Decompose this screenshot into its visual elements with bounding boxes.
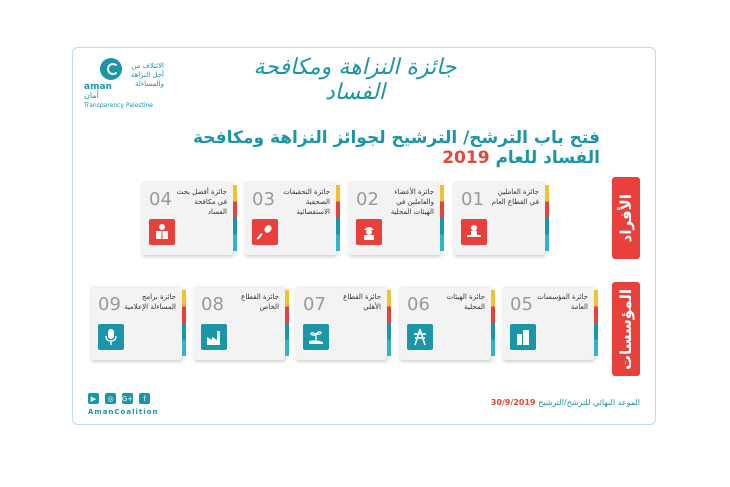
- award-card-04[interactable]: [141, 181, 233, 255]
- group-label-individuals: الأفراد: [612, 177, 640, 259]
- card-title: جائزة التحقيقات الصحفية الاستقصائية: [283, 188, 330, 216]
- logo-brand-en: aman: [84, 82, 112, 92]
- card-title: جائزة الأعضاء والعاملين في الهيئات المحلية: [390, 188, 434, 216]
- logo-brand-ar: أمان: [84, 91, 99, 100]
- studio-mic-icon: [98, 324, 124, 350]
- card-number: 03: [252, 189, 275, 210]
- card-number: 02: [356, 189, 379, 210]
- card-number: 04: [149, 189, 172, 210]
- card-title: جائزة العاملين في القطاع العام: [491, 188, 539, 206]
- card-title: جائزة أفضل بحث في مكافحة الفساد: [176, 188, 227, 216]
- card-number: 07: [303, 294, 326, 315]
- card-title: جائزة المؤسسات العامة: [537, 293, 588, 311]
- social-links: [88, 393, 150, 404]
- instagram-icon[interactable]: ◎: [105, 393, 116, 404]
- headline-year: 2019: [442, 148, 490, 168]
- group-label-institutions: المؤسسات: [612, 282, 640, 376]
- card-number: 05: [510, 294, 533, 315]
- headline-text: فتح باب الترشح/ الترشيح لجوائز النزاهة ومكافحة الفساد للعام: [192, 128, 600, 168]
- factory-icon: [201, 324, 227, 350]
- youtube-icon[interactable]: ▶: [88, 393, 99, 404]
- card-number: 08: [201, 294, 224, 315]
- card-stripe: [440, 185, 444, 251]
- reader-icon: [149, 219, 175, 245]
- card-stripe: [182, 290, 186, 356]
- worker-desk-icon: [461, 219, 487, 245]
- award-card-05[interactable]: [502, 286, 594, 360]
- card-stripe: [285, 290, 289, 356]
- award-card-09[interactable]: [90, 286, 182, 360]
- card-stripe: [387, 290, 391, 356]
- award-card-01[interactable]: [453, 181, 545, 255]
- award-card-03[interactable]: [244, 181, 336, 255]
- card-title: جائزة القطاع الأهلي: [343, 293, 381, 311]
- award-card-06[interactable]: [399, 286, 491, 360]
- card-stripe: [491, 290, 495, 356]
- aman-logo: [84, 58, 164, 116]
- award-card-08[interactable]: [193, 286, 285, 360]
- card-number: 01: [461, 189, 484, 210]
- social-handle: AmanCoalition: [88, 408, 159, 416]
- logo-arabic-lines: الائتلاف من أجل النزاهة والمساءلة: [130, 62, 164, 88]
- card-stripe: [545, 185, 549, 251]
- card-number: 09: [98, 294, 121, 315]
- page-title: [140, 128, 600, 168]
- card-stripe: [233, 185, 237, 251]
- facebook-icon[interactable]: f: [139, 393, 150, 404]
- engineer-icon: [356, 219, 382, 245]
- buildings-icon: [510, 324, 536, 350]
- power-tower-icon: [407, 324, 433, 350]
- award-card-02[interactable]: [348, 181, 440, 255]
- aman-logo-icon: [100, 58, 122, 80]
- card-number: 06: [407, 294, 430, 315]
- googleplus-icon[interactable]: G+: [121, 394, 134, 403]
- deadline-text: [420, 398, 640, 407]
- award-card-07[interactable]: [295, 286, 387, 360]
- card-title: جائزة القطاع الخاص: [241, 293, 279, 311]
- deadline-date: 30/9/2019: [490, 398, 536, 407]
- plant-hand-icon: [303, 324, 329, 350]
- card-stripe: [594, 290, 598, 356]
- microphone-icon: [252, 219, 278, 245]
- calligraphy-title: جائزة النزاهة ومكافحة الفساد: [253, 55, 457, 105]
- card-title: جائزة الهيئات المحلية: [446, 293, 485, 311]
- card-title: جائزة برامج المساءلة الإعلامية: [124, 293, 176, 311]
- card-stripe: [336, 185, 340, 251]
- logo-tagline: Transparency Palestine: [84, 102, 153, 109]
- deadline-label: الموعد النهائي للترشح/الترشيح: [538, 398, 640, 407]
